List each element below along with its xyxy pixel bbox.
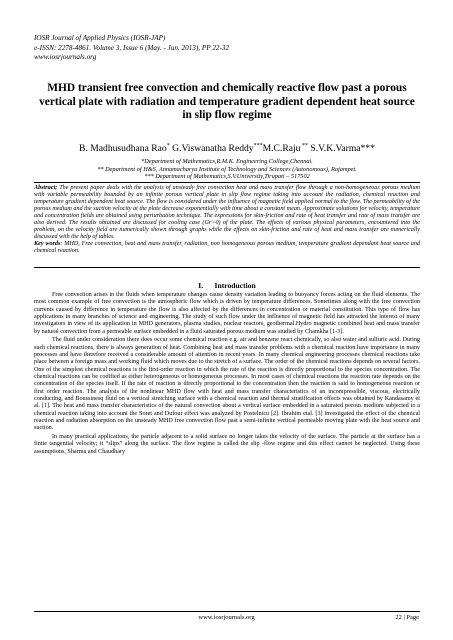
journal-issn: e-ISSN: 2278-4861. Volume 3, Issue 6 (May. - Jun. 2013), PP 22-32 bbox=[34, 43, 230, 52]
paragraph-2: The fluid under consideration there does occur some chemical reaction e.g. air and benzene react chemically, so also water and sulfuric acid. During such chemical reactions, there is always generation of heat. Combining heat and mass transfer problems with a chemical reaction have importance in many processes and have therefore received a considerable amount of attention in recent years. In many chemical engineering processes chemical reactions take place between a foreign mass and working fluid which moves due to the stretch of a surface. The order of the chemical reactions depends on several factors. One of the simplest chemical reactions is the first-order reaction in which the rate of the reaction is directly proportional to the species concentration. The chemical reactions can be codified as either heterogeneous or homogeneous processes. In most cases of chemical reactions the reaction rate depends on the concentration of the species itself. If the rate of reaction is directly proportional to the concentration then the reaction is said to homogeneous reaction or first order reaction. The analysis of the nonlinear MHD flow with heat and mass transfer characteristics of an incompressible, viscous, electrically conducting, and Boussinesq fluid on a vertical stretching surface with a chemical reaction and thermal stratification effects was obtained by Kandasamy et al. [1]. The heat and mass transfer characteristics of the natural convection about a vertical surface embedded in a saturated porous medium subjected to a chemical reaction taking into account the Soret and Dufour effect was analyzed by Postelnicu [2]. Ibrahim etal. [3] investigated the effect of the chemical reaction and radiation absorption on the unsteady MHD free convection flow past a semi-infinite vertical permeable moving plate with the heat source and suction. bbox=[34, 337, 420, 432]
affiliations bbox=[34, 158, 420, 181]
affiliation-1: *Department of Mathematics,R.M.K. Engineering College,Chennai. bbox=[141, 158, 313, 165]
author-1-mark: * bbox=[166, 143, 170, 149]
author-3: M.C.Raju bbox=[262, 143, 301, 155]
author-line bbox=[30, 143, 424, 154]
journal-header bbox=[34, 34, 229, 63]
abstract-label: Abstract; bbox=[34, 185, 58, 191]
paper-title: MHD transient free convection and chemically reactive flow past a porous vertical plate with radiation and temperature gradient dependent heat source in slip flow regime bbox=[39, 82, 415, 122]
section-heading-introduction: I. Introduction bbox=[198, 281, 256, 290]
affiliation-3: *** Department of Mathematics,S.V.University,Tirupati – 517502 bbox=[144, 173, 310, 181]
keywords-text: : MHD, Free convection, heat and mass transfer, radiation, non homogeneous porous medium, temperature gradient dependant heat source and chemical reaction. bbox=[34, 241, 420, 255]
author-3-mark: ** bbox=[300, 143, 308, 149]
paragraph-1: Free convection arises in the fluids when temperature changes cause density variation leading to buoyancy forces acting on the fluid elements. The most common example of free convection is the atmospheric flow which is driven by temperature differences. Sometimes along with the free convection currents caused by difference in temperature the flow is also affected by the differences in concentration or material constitution. This type of flow has applications in many branches of science and engineering. The study of such flow under the influence of magnetic field has attracted the interest of many investigators in view of its application in MHD generators, plasma studies, nuclear reactors, geothermal.Hydro magnetic combined heat and mass transfer by natural convection from a permeable surface embedded in a fluid saturated porous medium was studied by Chamkha [1-3]. bbox=[34, 292, 420, 335]
abstract-text: The present paper deals with the analysis of unsteady free convection heat and mass transfer flow through a non-homogeneous porous medium with variable permeability bounded by an infinite porous vertical plate in slip flow regime taking into account the radiation, chemical reaction and temperature gradient dependent heat source. The flow is considered under the influence of magnetic field applied normal to the flow. The permeability of the porous medium and the suction velocity at the plate decrease exponentially with time about a constant mean. Approximate solutions for velocity, temperature and concentration fields are obtained using perturbation technique. The expressions for skin-friction and rate of heat transfer and rate of mass transfer are also derived. The results obtained are discussed for cooling case (Gr>0) of the plate. The effects of various physical parameters, encountered into the problem, on the velocity field are numerically shown through graphs while the effects on skin-friction and rate of heat and mass transfer are numerically discussed with the help of tables. bbox=[34, 185, 420, 241]
page-number: 22 | Page bbox=[395, 614, 419, 621]
journal-url: www.iosrjournals.org bbox=[34, 53, 97, 62]
footer-divider bbox=[34, 611, 420, 612]
author-4: S.V.K.Varma*** bbox=[307, 143, 375, 155]
journal-name: IOSR Journal of Applied Physics (IOSR-JAP) bbox=[34, 34, 166, 42]
author-2-mark: *** bbox=[253, 143, 263, 149]
abstract-block bbox=[34, 182, 420, 268]
footer-url: www.iosrjournals.org bbox=[198, 614, 255, 621]
affiliation-2: ** Department of H&S, Annamacharya Institute of Technology and Sciences (Autonomous), Rajampet. bbox=[97, 165, 357, 173]
paragraph-3: In many practical applications, the particle adjacent to a solid surface no longer takes the velocity of the surface. The particle at the surface has a finite tangential velocity; it “slips” along the surface. The flow regime is called the slip -flow regime and this effect cannot be neglected. Using these assumptions, Sharma and Chaudhary bbox=[34, 433, 420, 455]
introduction-body bbox=[34, 292, 420, 457]
author-2: G.Viswanatha Reddy bbox=[169, 143, 254, 155]
keywords-label: Key words bbox=[34, 241, 61, 248]
author-1: B. Madhusudhana Rao bbox=[79, 143, 167, 155]
